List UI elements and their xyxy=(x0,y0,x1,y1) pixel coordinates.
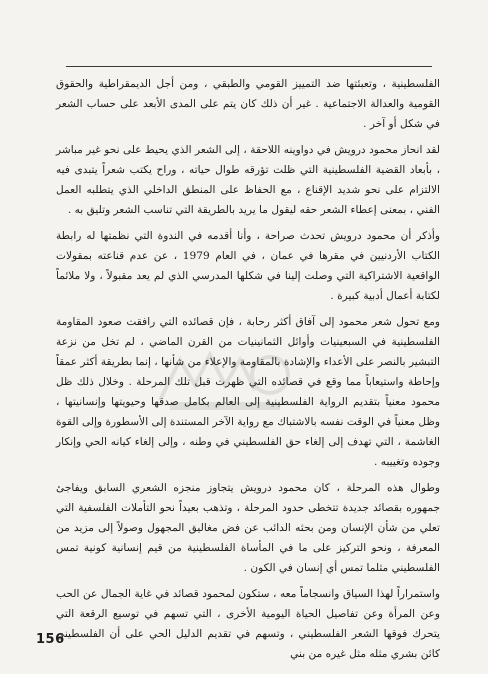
top-rule xyxy=(66,66,432,67)
paragraph-4: ومع تحول شعر محمود إلى آفاق أكثر رحابة ، فإن قصائده التي رافقت صعود المقاومة الفلسطينية في السبعينيات وأوائل الثمانينيات من القرن الماضي ، لم تخل من نزعة التبشير بالنصر على الأعداء والإشادة بالمقاومة والإعلاء من شأنها ، إنما بطريقة أكثر عمقاً وإحاطة واستيعاباً مما وقع في قصائده التي ظهرت قبل تلك المرحلة . وخلال ذلك ظل محمود معنياً بتقديم الرواية الفلسطينية إلى العالم بكامل صدقها وحيويتها وإنسانيتها ، وظل معنياً في الوقت نفسه بالاشتباك مع رواية الآخر المستندة إلى الأسطورة وإلى القوة الغاشمة ، التي تهدف إلى إلغاء حق الفلسطيني في وطنه ، وإلى إلغاء كيانه الحي وإنكار وجوده وتغييبه . xyxy=(56,316,440,468)
paragraph-2: لقد انحاز محمود درويش في دواوينه اللاحقة ، إلى الشعر الذي يحيط على نحو غير مباشر ، بأبعاد القضية الفلسطينية التي ظلت تؤرقه طوال حياته ، وراح يكتب شعراً يتبدى فيه الالتزام على نحو شديد الإقناع ، مع الحفاظ على المنطق الداخلي الذي يتطلبه العمل الفني ، بمعنى إعطاء الشعر حقه ليقول ما يريد بالطريقة التي تناسب الشعر وتليق به . xyxy=(56,144,440,216)
paragraph-1: الفلسطينية ، وتعبئتها ضد التمييز القومي والطبقي ، ومن أجل الديمقراطية والحقوق القومية والعدالة الاجتماعية . غير أن ذلك كان يتم على المدى الأبعد على حساب الشعر في شكل أو آخر . xyxy=(56,78,440,130)
paragraph-5: وطوال هذه المرحلة ، كان محمود درويش يتجاوز منجزه الشعري السابق ويفاجئ جمهوره بقصائد جديدة تتخطى حدود المرحلة ، وتذهب بعيداً نحو التأملات الفلسفية التي تعلي من شأن الإنسان ومن بحثه الدائب عن فض مغاليق المجهول وصولاً إلى مزيد من المعرفة ، ونحو التركيز على ما في المأساة الفلسطينية من قيم إنسانية كونية تمس الفلسطيني مثلما تمس أي إنسان في الكون . xyxy=(56,482,440,574)
page-number: 156 xyxy=(36,632,65,647)
paragraph-3: وأذكر أن محمود درويش تحدث صراحة ، وأنا أقدمه في الندوة التي نظمتها له رابطة الكتاب الأردنيين في مقرها في عمان ، في العام 1979 ، عن عدم قناعته بمقولات الواقعية الاشتراكية التي وصلت إلينا في شكلها المدرسي الذي لم يعد مقبولاً ، ولا ملائماً لكتابة أعمال أدبية كبيرة . xyxy=(56,230,440,302)
body-text xyxy=(56,74,440,664)
paragraph-6: واستمراراً لهذا السياق وانسجاماً معه ، ستكون لمحمود قصائد في غاية الجمال عن الحب وعن المرأة وعن تفاصيل الحياة اليومية الأخرى ، التي تسهم في توسيع الرقعة التي يتحرك فوقها الشعر الفلسطيني ، وتسهم في تقديم الدليل الحي على أن الفلسطيني كائن بشري مثله مثل غيره من بني xyxy=(56,588,440,660)
